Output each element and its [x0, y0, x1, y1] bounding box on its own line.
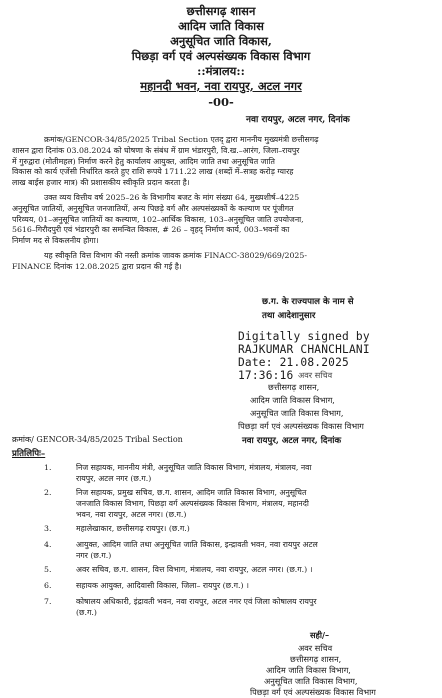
signer-designation: अवर सचिव — [298, 370, 333, 380]
para-line: शासन द्वारा दिनांक 03.08.2024 को घोषणा के संबंध में ग्राम भंडारपुरी, वि.ख.–आरंग, जिला–रायपुर — [12, 145, 300, 155]
item-line: महालेखाकार, छत्तीसगढ़ रायपुर। (छ.ग.) — [76, 524, 190, 533]
signer-org-3: अनुसूचित जाति विकास विभाग, — [250, 408, 344, 418]
para-line: क्रमांक/GENCOR-34/85/2025 Tribal Section एतद् द्वारा माननीय मुख्यमंत्री छत्तीसगढ़ — [44, 135, 319, 144]
by-order-line: तथा आदेशानुसार — [262, 311, 316, 321]
signer-org-4: पिछड़ा वर्ग एवं अल्पसंख्यक विकास विभाग — [238, 421, 364, 431]
header-divider: -00- — [208, 95, 234, 109]
item-number: 2. — [44, 488, 52, 497]
office-address: महानदी भवन, नवा रायपुर, अटल नगर — [140, 79, 302, 93]
dept-line-3: पिछड़ा वर्ग एवं अल्पसंख्यक विकास विभाग — [131, 49, 311, 63]
para-line: परिव्यय, 01–अनुसूचित जातियों का कल्याण, 102–आर्थिक विकास, 103–अनुसूचित जाति उपयोजना, — [12, 214, 304, 224]
signed-mark: सही/– — [310, 630, 330, 640]
para-line: लाख बाईस हजार मात्र) की प्रशासकीय स्वीकृति प्रदान करता है। — [12, 178, 190, 188]
footer-org-3: अनुसूचित जाति विकास विभाग, — [264, 676, 358, 686]
para-line: FINANCE दिनांक 12.08.2025 द्वारा प्रदान की गई है। — [12, 261, 182, 271]
governor-name-line: छ.ग. के राज्यपाल के नाम से — [262, 297, 354, 307]
footer-org-2: आदिम जाति विकास विभाग, — [266, 665, 351, 675]
item-number: 7. — [44, 597, 52, 606]
item-line: (छ.ग.) — [76, 607, 97, 617]
item-number: 1. — [44, 463, 52, 472]
para-line: उक्त व्यय वित्तीय वर्ष 2025–26 के विभागीय बजट के मांग संख्या 64, मुख्यशीर्ष–4225 — [44, 193, 300, 202]
item-number: 6. — [44, 581, 52, 590]
paragraph-budget — [12, 193, 430, 247]
copy-place-date: नवा रायपुर, अटल नगर, दिनांक — [242, 436, 342, 446]
item-line: निज सहायक, प्रमुख सचिव, छ.ग. शासन, आदिम जाति विकास विभाग, अनुसूचित — [76, 488, 307, 497]
place-date: नवा रायपुर, अटल नगर, दिनांक — [246, 115, 350, 125]
item-number: 5. — [44, 565, 52, 574]
item-line: रायपुर, अटल नगर (छ.ग.) — [76, 473, 152, 483]
item-line: नगर (छ.ग.) — [76, 550, 112, 560]
para-line: निर्माण मद से विकलनीय होगा। — [12, 236, 99, 246]
digital-signature-date: Date: 21.08.2025 — [238, 356, 349, 369]
digital-signature-name: RAJKUMAR CHANCHLANI — [238, 343, 370, 356]
para-line: यह स्वीकृति वित्त विभाग की नस्ती क्रमांक जावक क्रमांक FINACC-38029/669/2025- — [44, 251, 307, 260]
dept-line-1: आदिम जाति विकास — [178, 19, 264, 33]
item-line: भवन, नवा रायपुर, अटल नगर। (छ.ग.) — [76, 509, 187, 519]
footer-designation: अवर सचिव — [298, 643, 333, 653]
item-line: अवर सचिव, छ.ग. शासन, वित्त विभाग, मंत्रालय, नवा रायपुर, अटल नगर। (छ.ग.) । — [76, 565, 313, 574]
item-line: कोषालय अधिकारी, इंद्रावती भवन, नवा रायपुर, अटल नगर एवं जिला कोषालय रायपुर — [76, 597, 317, 606]
footer-org-1: छत्तीसगढ़ शासन, — [290, 654, 342, 664]
copy-label: प्रतिलिपिः– — [12, 449, 46, 459]
para-line: में गुरुद्वारा (मोतीमहल) निर्माण करने हेतु कार्यालय आयुक्त, आदिम जाति तथा अनुसूचित जाति — [12, 156, 275, 166]
digital-signature-time: 17:36:16 — [238, 369, 294, 382]
para-line: विकास को कार्य एजेंसी निर्धारित करते हुए राशि रूपये 1711.22 लाख (शब्दों में–सत्रह करोड़ ग्यारह — [12, 167, 294, 177]
para-line: अनुसूचित जातियों, अनुसूचित जनजातियों, अन्य पिछड़े वर्ग और अल्पसंख्यकों के कल्याण पर पूंजीगत — [12, 203, 294, 213]
signer-org-1: छत्तीसगढ़ शासन, — [268, 382, 320, 392]
footer-org-4: पिछड़ा वर्ग एवं अल्पसंख्यक विकास विभाग — [250, 687, 376, 697]
item-line: आयुक्त, आदिम जाति तथा अनुसूचित जाति विकास, इन्द्रावती भवन, नवा रायपुर अटल — [76, 540, 318, 549]
item-number: 3. — [44, 524, 52, 533]
item-line: जनजाति विकास विभाग, पिछड़ा वर्ग अल्पसंख्यक विकास विभाग, मंत्रालय, महानदी — [76, 498, 309, 508]
digital-signature-line-1: Digitally signed by — [238, 330, 370, 343]
item-line: निज सहायक, माननीय मंत्री, अनुसूचित जाति विकास विभाग, मंत्रालय, मंत्रालय, नवा — [76, 463, 312, 472]
paragraph-finance — [12, 251, 430, 273]
dept-line-2: अनुसूचित जाति विकास, — [170, 34, 272, 48]
item-number: 4. — [44, 540, 52, 549]
copy-reference: क्रमांक/ GENCOR-34/85/2025 Tribal Section — [12, 435, 183, 444]
govt-title: छत्तीसगढ़ शासन — [186, 4, 256, 18]
para-line: 5616–गिरौदपुरी एवं भंडारपुरी का समन्वित विकास, # 26 – वृहद् निर्माण कार्य, 003–भवनों का — [12, 225, 290, 235]
paragraph-sanction — [12, 135, 430, 189]
signer-org-2: आदिम जाति विकास विभाग, — [250, 395, 335, 405]
item-line: सहायक आयुक्त, आदिवासी विकास, जिला– रायपुर (छ.ग.) । — [76, 581, 249, 590]
office-name: ::मंत्रालय:: — [197, 64, 245, 78]
